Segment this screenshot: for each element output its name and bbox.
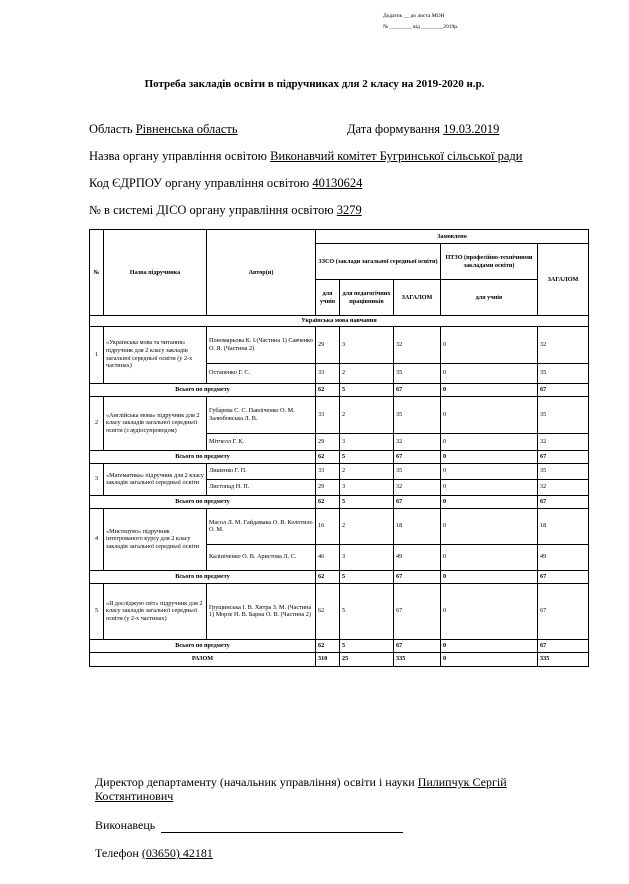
students-cell: 33 [316, 363, 340, 383]
author-cell: Пономарьова К. І.(Частина 1) Савченко О. Я. (Частина 2) [207, 326, 316, 363]
teachers-cell: 5 [340, 383, 394, 396]
ptzo-cell: 0 [441, 450, 538, 463]
overall-cell: 35 [538, 463, 589, 479]
header-author: Автор(и) [207, 230, 316, 316]
disco-value: 3279 [336, 203, 362, 217]
zzso-total-cell: 67 [394, 583, 441, 639]
header-note-line1: Додаток __ до листа МОН [383, 13, 445, 19]
students-cell: 62 [316, 639, 340, 652]
author-cell: Губарева С. С. Павліченко О. М. Залюбовська Л. В. [207, 396, 316, 433]
ptzo-cell: 0 [441, 383, 538, 396]
date-label: Дата формування [347, 122, 441, 136]
header-note-line2: № ________ від ________2019р. [383, 24, 459, 30]
students-cell: 62 [316, 495, 340, 508]
table-row [90, 508, 589, 544]
table-row [90, 583, 589, 639]
overall-cell: 18 [538, 508, 589, 544]
zzso-total-cell: 32 [394, 326, 441, 363]
zzso-total-cell: 35 [394, 363, 441, 383]
header-ptzo-students: для учнів [441, 280, 538, 316]
region-label: Область [89, 122, 133, 136]
authority-label: Назва органу управління освітою [89, 149, 267, 163]
ptzo-cell: 0 [441, 463, 538, 479]
grand-total-row [90, 652, 589, 666]
teachers-cell: 2 [340, 463, 394, 479]
textbook-name: «Я досліджую світ» підручник для 2 класу закладів загальної середньої освіти (у 2-х частинах) [104, 583, 207, 639]
students-cell: 33 [316, 396, 340, 433]
overall-cell: 67 [538, 639, 589, 652]
zzso-total-cell: 35 [394, 463, 441, 479]
table-row [90, 326, 589, 363]
ptzo-cell: 0 [441, 479, 538, 495]
zzso-total-cell: 67 [394, 495, 441, 508]
subject-total-row [90, 450, 589, 463]
date-field [347, 122, 499, 137]
header-ptzo: ПТЗО (професійно-технічними закладами освіти) [441, 244, 538, 280]
header-total: ЗАГАЛОМ [538, 244, 589, 316]
subject-total-row [90, 495, 589, 508]
phone-label: Телефон [95, 846, 139, 860]
subject-total-label: Всього по предмету [90, 495, 316, 508]
zzso-total-cell: 35 [394, 396, 441, 433]
subject-total-row [90, 639, 589, 652]
executor-signature-line [161, 820, 403, 833]
teachers-cell: 5 [340, 583, 394, 639]
students-cell: 62 [316, 383, 340, 396]
teachers-cell: 5 [340, 570, 394, 583]
executor-label: Виконавець [95, 818, 156, 832]
row-num: 2 [90, 396, 104, 450]
edrpou-value: 40130624 [312, 176, 363, 190]
subject-total-row [90, 570, 589, 583]
author-cell: Мітчелл Г. К. [207, 433, 316, 450]
teachers-cell: 2 [340, 508, 394, 544]
ptzo-cell: 0 [441, 396, 538, 433]
teachers-cell: 3 [340, 433, 394, 450]
table-row [90, 396, 589, 433]
author-cell: Калініченко О. В. Аристова Л. С. [207, 544, 316, 570]
overall-cell: 335 [538, 652, 589, 666]
zzso-total-cell: 335 [394, 652, 441, 666]
ptzo-cell: 0 [441, 495, 538, 508]
ptzo-cell: 0 [441, 639, 538, 652]
teachers-cell: 2 [340, 396, 394, 433]
overall-cell: 35 [538, 396, 589, 433]
director-label: Директор департаменту (начальник управління) освіти і науки [95, 775, 415, 789]
header-students: для учнів [316, 280, 340, 316]
page-title: Потреба закладів освіти в підручниках для 2 класу на 2019-2020 н.р. [144, 78, 485, 90]
subject-total-row [90, 383, 589, 396]
students-cell: 29 [316, 433, 340, 450]
overall-cell: 67 [538, 583, 589, 639]
author-cell: Остапенко Г. С. [207, 363, 316, 383]
phone-value: (03650) 42181 [141, 846, 213, 860]
author-cell: Грущинська І. В. Хитра З. М. (Частина 1) Морзе Н. В. Барна О. В. (Частина 2) [207, 583, 316, 639]
authority-field [89, 149, 522, 164]
subject-total-label: Всього по предмету [90, 450, 316, 463]
director-name: Пилипчук Сергій Костянтинович [95, 775, 507, 803]
overall-cell: 32 [538, 479, 589, 495]
teachers-cell: 3 [340, 544, 394, 570]
ptzo-cell: 0 [441, 652, 538, 666]
overall-cell: 67 [538, 570, 589, 583]
teachers-cell: 2 [340, 363, 394, 383]
textbook-order-table [89, 229, 589, 667]
row-num: 4 [90, 508, 104, 570]
grand-total-label: РАЗОМ [90, 652, 316, 666]
row-num: 3 [90, 463, 104, 495]
row-num: 1 [90, 326, 104, 383]
students-cell: 16 [316, 508, 340, 544]
students-cell: 310 [316, 652, 340, 666]
overall-cell: 32 [538, 433, 589, 450]
students-cell: 62 [316, 570, 340, 583]
overall-cell: 49 [538, 544, 589, 570]
header-zzso: ЗЗСО (заклади загальної середньої освіти) [316, 244, 441, 280]
author-cell: Лишенко Г. П. [207, 463, 316, 479]
ptzo-cell: 0 [441, 508, 538, 544]
region-value: Рівненська область [135, 122, 238, 136]
teachers-cell: 5 [340, 450, 394, 463]
zzso-total-cell: 67 [394, 570, 441, 583]
students-cell: 29 [316, 479, 340, 495]
authority-value: Виконавчий комітет Бугринської сільської ради [270, 149, 523, 163]
students-cell: 33 [316, 463, 340, 479]
overall-cell: 35 [538, 363, 589, 383]
teachers-cell: 5 [340, 639, 394, 652]
table-row [90, 463, 589, 479]
ptzo-cell: 0 [441, 583, 538, 639]
ptzo-cell: 0 [441, 433, 538, 450]
header-name: Назва підручника [104, 230, 207, 316]
overall-cell: 67 [538, 383, 589, 396]
disco-label: № в системі ДІСО органу управління освітою [89, 203, 334, 217]
textbook-name: «Англійська мова» підручник для 2 класу закладів загальної середньої освіти (з аудіосупроводом) [104, 396, 207, 450]
textbook-name: «Мистецтво» підручник інтегрованого курсу для 2 класу закладів загальної середньої освіти [104, 508, 207, 570]
edrpou-field [89, 176, 362, 191]
header-note [383, 11, 458, 33]
subject-total-label: Всього по предмету [90, 383, 316, 396]
zzso-total-cell: 32 [394, 479, 441, 495]
zzso-total-cell: 18 [394, 508, 441, 544]
students-cell: 29 [316, 326, 340, 363]
header-ordered: Замовлено [316, 230, 589, 244]
teachers-cell: 3 [340, 326, 394, 363]
students-cell: 62 [316, 583, 340, 639]
zzso-total-cell: 67 [394, 450, 441, 463]
zzso-total-cell: 49 [394, 544, 441, 570]
edrpou-label: Код ЄДРПОУ органу управління освітою [89, 176, 310, 190]
students-cell: 62 [316, 450, 340, 463]
ptzo-cell: 0 [441, 326, 538, 363]
author-cell: Масол Л. М. Гайдамака О. В. Колотило О. М. [207, 508, 316, 544]
overall-cell: 67 [538, 495, 589, 508]
section-title: Українська мова навчання [90, 316, 589, 327]
ptzo-cell: 0 [441, 363, 538, 383]
teachers-cell: 5 [340, 495, 394, 508]
header-zzso-total: ЗАГАЛОМ [394, 280, 441, 316]
author-cell: Листопад Н. П. [207, 479, 316, 495]
zzso-total-cell: 67 [394, 383, 441, 396]
date-value: 19.03.2019 [443, 122, 500, 136]
ptzo-cell: 0 [441, 544, 538, 570]
region-field [89, 122, 238, 137]
header-teachers: для педагогічних працівників [340, 280, 394, 316]
subject-total-label: Всього по предмету [90, 639, 316, 652]
textbook-name: «Математика» підручник для 2 класу закладів загальної середньої освіти [104, 463, 207, 495]
disco-field [89, 203, 362, 218]
phone-line [95, 846, 213, 861]
zzso-total-cell: 67 [394, 639, 441, 652]
header-num: № [90, 230, 104, 316]
textbook-name: «Українська мова та читання» підручник для 2 класу закладів загальної середньої освіти (у 2-х частинах) [104, 326, 207, 383]
zzso-total-cell: 32 [394, 433, 441, 450]
overall-cell: 32 [538, 326, 589, 363]
row-num: 5 [90, 583, 104, 639]
ptzo-cell: 0 [441, 570, 538, 583]
executor-line [95, 818, 403, 833]
director-line [95, 775, 575, 803]
students-cell: 46 [316, 544, 340, 570]
teachers-cell: 3 [340, 479, 394, 495]
teachers-cell: 25 [340, 652, 394, 666]
overall-cell: 67 [538, 450, 589, 463]
subject-total-label: Всього по предмету [90, 570, 316, 583]
